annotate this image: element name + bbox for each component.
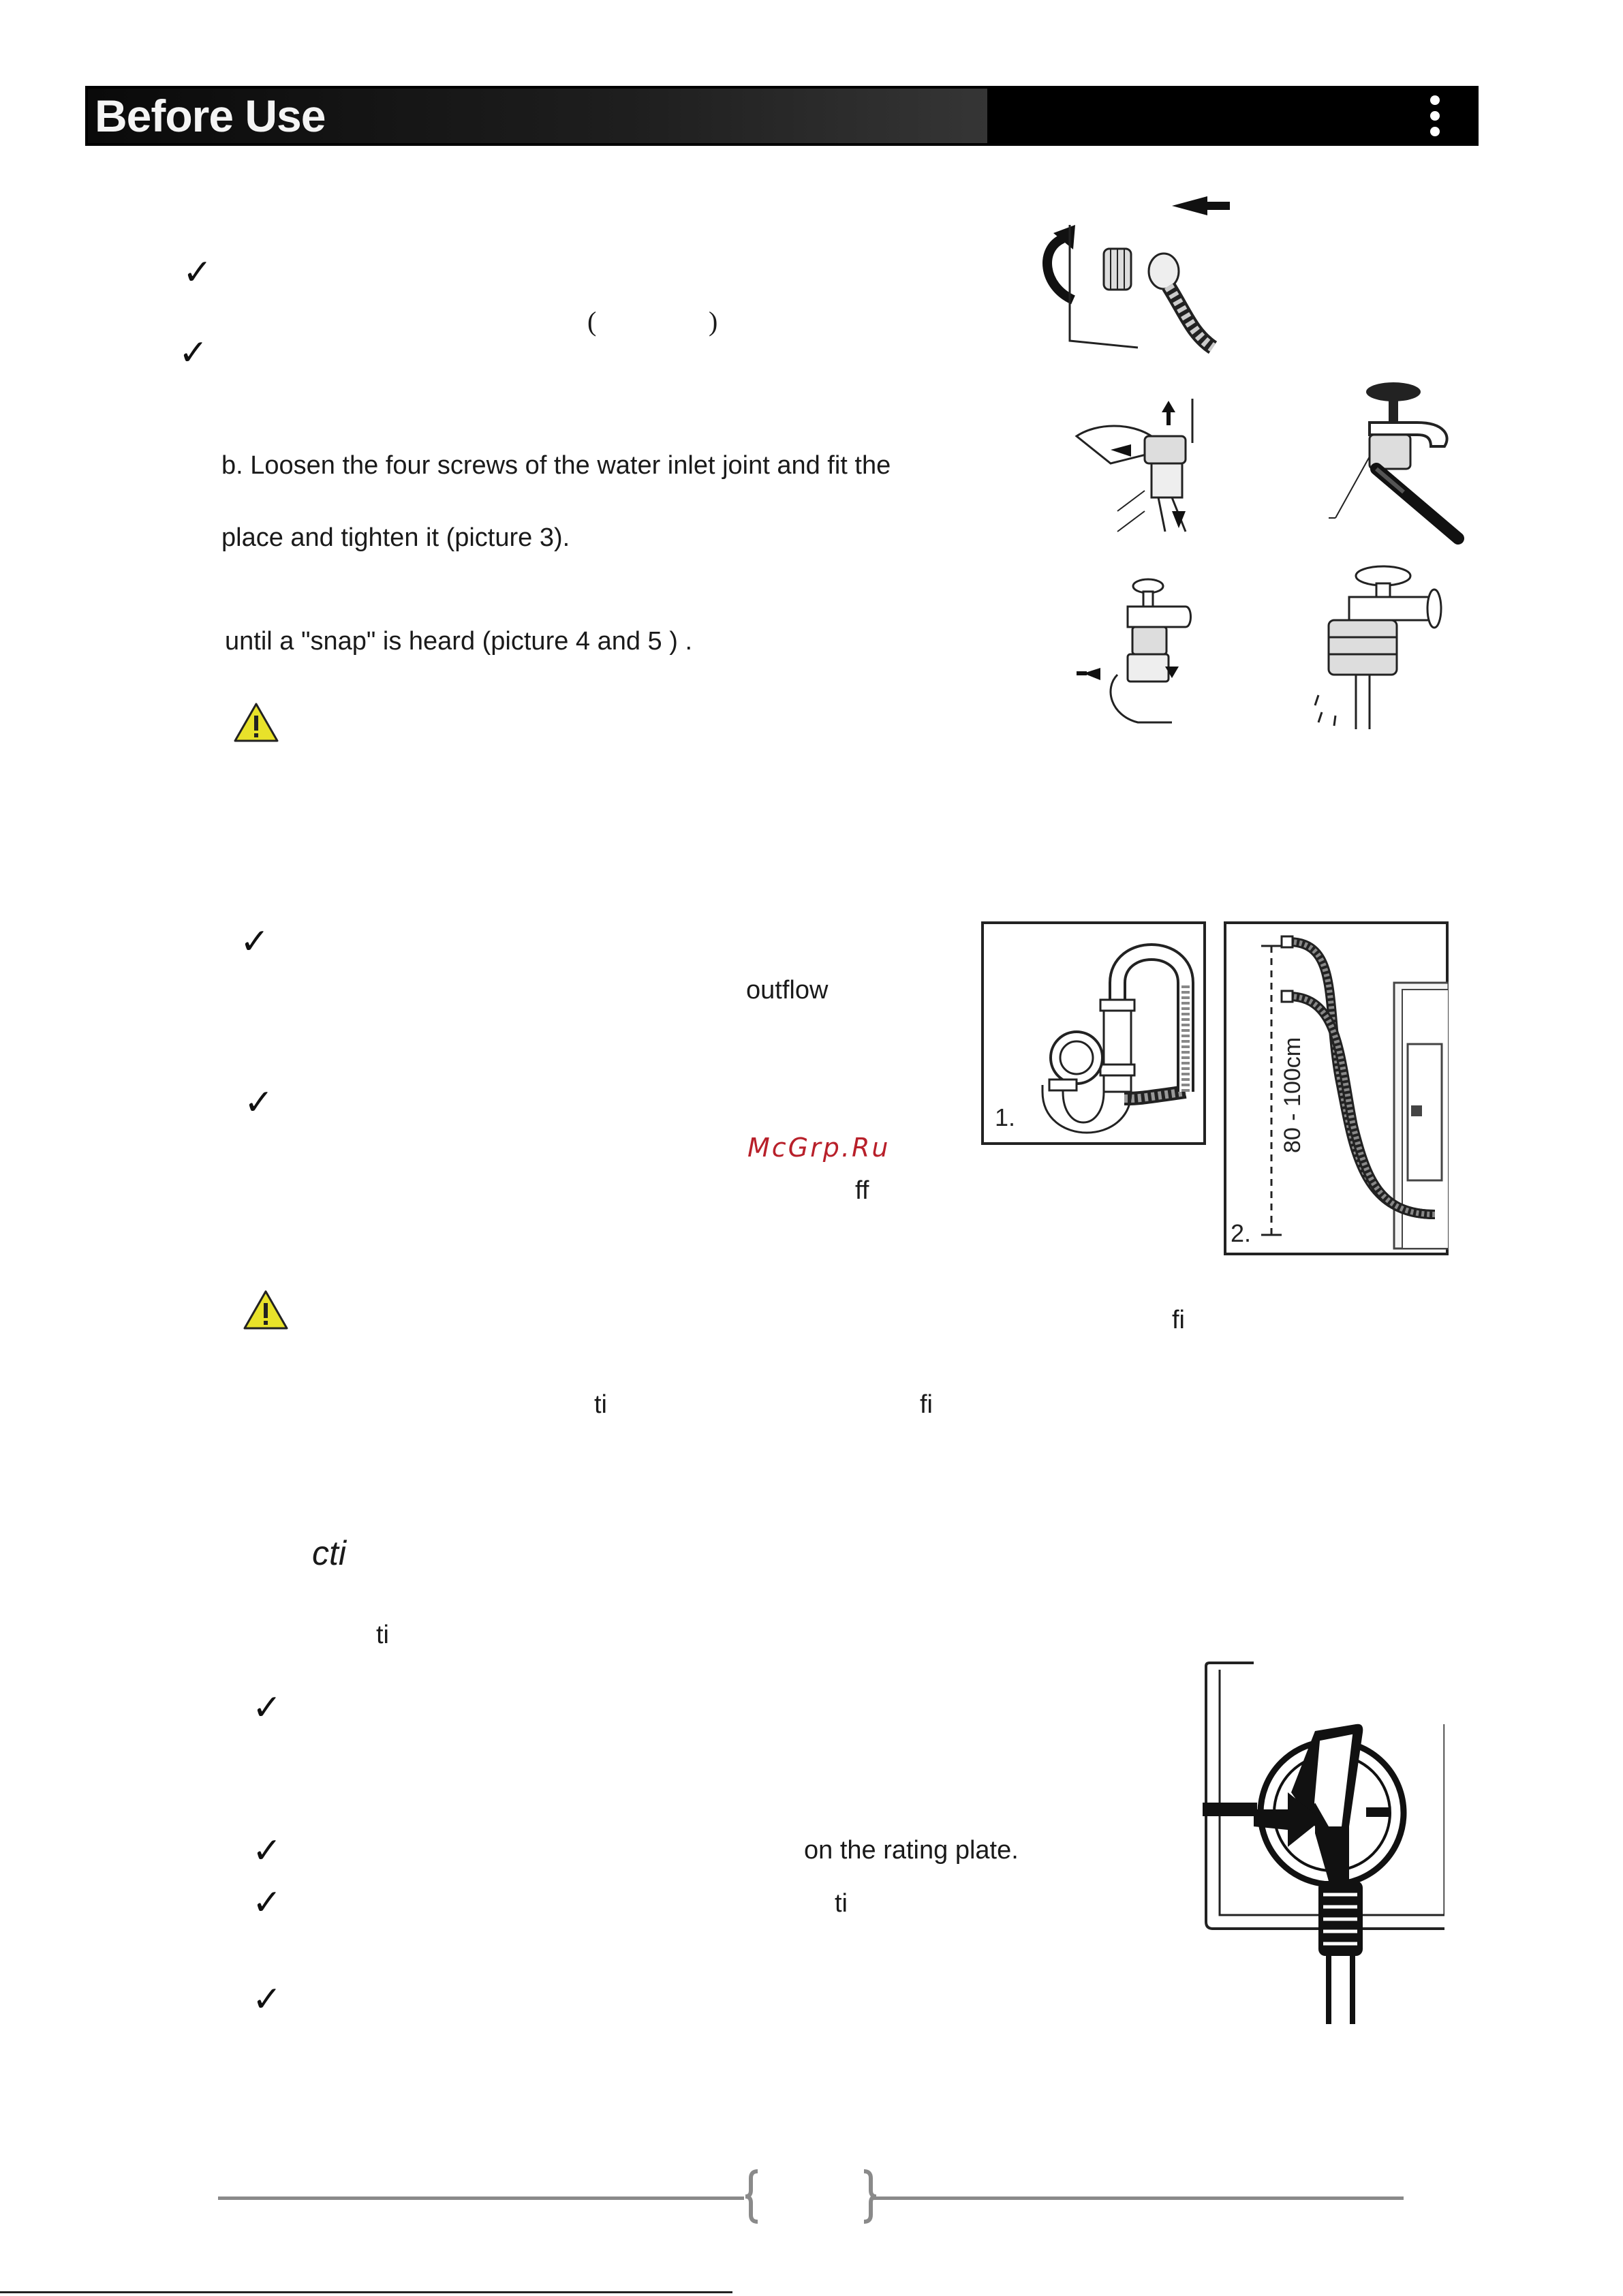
paren-open: ( [587, 306, 597, 337]
inlet-picture-4 [1077, 572, 1213, 729]
footer-line-right [872, 2196, 1404, 2200]
check-icon: ✓ [252, 1687, 282, 1728]
check-icon: ✓ [252, 1979, 282, 2020]
check-icon: ✓ [252, 1831, 282, 1871]
inlet-picture-5 [1308, 559, 1451, 736]
header-bar [85, 86, 1479, 146]
page-number-brackets [743, 2166, 879, 2227]
inlet-picture-2 [1070, 395, 1220, 545]
height-label: 80 - 100cm [1280, 1037, 1305, 1153]
text-fragment-ti: ti [835, 1889, 848, 1918]
text-fragment-fi: fi [920, 1390, 933, 1419]
drain-figure-2 [1224, 921, 1449, 1255]
drain-figure-1 [981, 921, 1206, 1145]
check-icon: ✓ [183, 252, 213, 293]
check-icon: ✓ [240, 921, 270, 962]
plug-socket-illustration [1145, 1656, 1444, 2024]
fig2-label: 2. [1231, 1219, 1252, 1247]
warning-icon [243, 1289, 289, 1330]
step-b-line2: place and tighten it (picture 3). [221, 523, 570, 552]
page-title: Before Use [95, 91, 326, 141]
inlet-picture-1 [1008, 184, 1240, 354]
step-b-line1: b. Loosen the four screws of the water inlet joint and fit the [221, 451, 891, 480]
paren-close: ) [709, 306, 718, 337]
text-fragment-ff: ff [855, 1176, 869, 1205]
check-icon: ✓ [244, 1082, 274, 1123]
fig1-label: 1. [995, 1103, 1016, 1131]
check-icon: ✓ [252, 1882, 282, 1923]
step-c-line: until a "snap" is heard (picture 4 and 5 ) . [225, 627, 693, 656]
section-heading-fragment: cti [312, 1534, 346, 1572]
text-fragment-ti: ti [376, 1621, 389, 1649]
rating-plate-text: on the rating plate. [804, 1836, 1019, 1865]
inlet-picture-3 [1329, 368, 1472, 545]
warning-icon [233, 702, 279, 743]
text-fragment-outflow: outflow [746, 976, 829, 1005]
header-dots-icon [1427, 95, 1441, 136]
text-fragment-fi: fi [1172, 1306, 1185, 1334]
bottom-rule [0, 2291, 732, 2293]
check-icon: ✓ [179, 333, 208, 373]
footer-line-left [218, 2196, 744, 2200]
text-fragment-ti: ti [594, 1390, 607, 1419]
watermark: McGrp.Ru [747, 1133, 891, 1163]
